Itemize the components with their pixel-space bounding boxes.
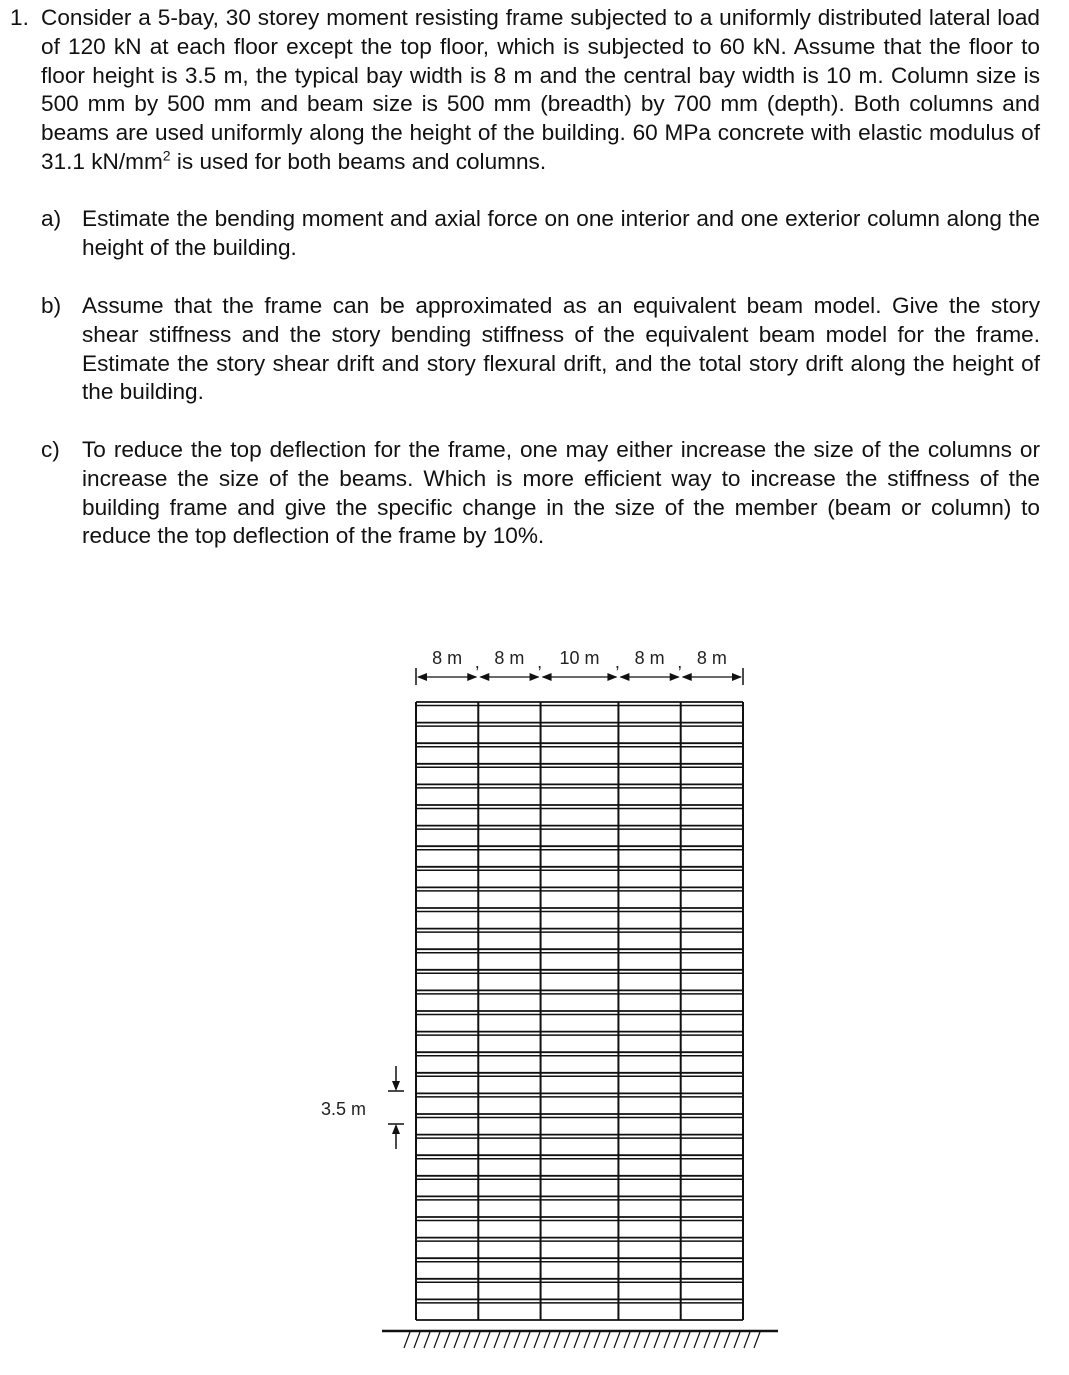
- ground-hatch: [664, 1332, 670, 1348]
- ground-hatch: [724, 1332, 730, 1348]
- ground-hatch: [674, 1332, 680, 1348]
- ground-hatch: [594, 1332, 600, 1348]
- ground-hatch: [684, 1332, 690, 1348]
- superscript: 2: [162, 147, 171, 164]
- part-b: [41, 292, 1040, 407]
- dimension-arrow: [732, 673, 742, 681]
- bay-width-label: 8 m: [634, 648, 665, 668]
- ground-hatch: [424, 1332, 430, 1348]
- question-1: [10, 4, 1040, 177]
- part-c-label: c): [41, 437, 60, 462]
- dimension-arrow: [607, 673, 617, 681]
- ground-hatch: [654, 1332, 660, 1348]
- ground-hatch: [414, 1332, 420, 1348]
- question-text-main: Consider a 5-bay, 30 storey moment resisting frame subjected to a uniformly distributed lateral load of 120 kN at each floor except the top floor, which is subjected to 60 kN. Assume that the floor to floor height is 3.5 m, the typical bay width is 8 m and the central bay width is 10 m. Column size is 500 mm by 500 mm and beam size is 500 mm (breadth) by 700 mm (depth). Both columns and beams are used uniformly along the height of the building. 60 MPa concrete with elastic modulus of 31.1 kN/mm: [41, 5, 1040, 174]
- ground-hatch: [524, 1332, 530, 1348]
- part-c: [41, 436, 1040, 551]
- ground-hatch: [494, 1332, 500, 1348]
- question-text-end: is used for both beams and columns.: [170, 148, 547, 174]
- ground-hatch: [694, 1332, 700, 1348]
- question-number: 1.: [10, 5, 29, 30]
- ground-hatch: [714, 1332, 720, 1348]
- ground-hatch: [644, 1332, 650, 1348]
- dimension-arrow: [467, 673, 477, 681]
- part-b-label: b): [41, 293, 62, 318]
- storey-dim-arrow: [392, 1081, 400, 1091]
- dimension-arrow: [682, 673, 692, 681]
- separator-comma: ,: [537, 652, 543, 672]
- ground-hatch: [564, 1332, 570, 1348]
- storey-height-label: 3.5 m: [321, 1099, 367, 1119]
- ground-hatch: [434, 1332, 440, 1348]
- bay-dimensions: [416, 648, 743, 685]
- dimension-arrow: [619, 673, 629, 681]
- ground-hatch: [444, 1332, 450, 1348]
- question-text: [41, 4, 1040, 177]
- part-a-label: a): [41, 206, 62, 231]
- bay-width-label: 8 m: [696, 648, 727, 668]
- separator-comma: ,: [614, 652, 620, 672]
- ground-hatch: [604, 1332, 610, 1348]
- storey-height-dimension: [321, 1066, 404, 1149]
- dimension-arrow: [530, 673, 540, 681]
- ground-hatch: [534, 1332, 540, 1348]
- ground-hatch: [574, 1332, 580, 1348]
- ground-hatch: [614, 1332, 620, 1348]
- ground-hatch: [634, 1332, 640, 1348]
- part-b-text: Assume that the frame can be approximated as an equivalent beam model. Give the story shear stiffness and the story bending stiffness of the equivalent beam model for the frame. Estimate the story shear drift and story flexural drift, and the total story drift along the height of the building.: [82, 293, 1040, 405]
- ground-hatch: [624, 1332, 630, 1348]
- ground-hatch: [734, 1332, 740, 1348]
- ground-hatch: [584, 1332, 590, 1348]
- ground-hatch: [404, 1332, 410, 1348]
- separator-comma: ,: [677, 652, 683, 672]
- dimension-arrow: [542, 673, 552, 681]
- dimension-arrow: [417, 673, 427, 681]
- separator-comma: ,: [474, 652, 480, 672]
- ground-support: [382, 1331, 778, 1348]
- ground-hatch: [514, 1332, 520, 1348]
- part-a: [41, 205, 1040, 263]
- part-c-text: To reduce the top deflection for the frame, one may either increase the size of the columns or increase the size of the beams. Which is more efficient way to increase the stiffness of the building frame and give the specific change in the size of the member (beam or column) to reduce the top deflection of the frame by 10%.: [82, 437, 1040, 549]
- dimension-arrow: [670, 673, 680, 681]
- ground-hatch: [464, 1332, 470, 1348]
- part-a-text: Estimate the bending moment and axial force on one interior and one exterior column along the height of the building.: [82, 206, 1040, 260]
- ground-hatch: [744, 1332, 750, 1348]
- ground-hatch: [544, 1332, 550, 1348]
- storey-dim-arrow: [392, 1124, 400, 1134]
- bay-width-label: 8 m: [432, 648, 463, 668]
- ground-hatch: [554, 1332, 560, 1348]
- bay-width-label: 8 m: [494, 648, 525, 668]
- ground-hatch: [454, 1332, 460, 1348]
- frame-elevation-diagram: [300, 640, 800, 1360]
- ground-hatch: [754, 1332, 760, 1348]
- ground-hatch: [504, 1332, 510, 1348]
- ground-hatch: [474, 1332, 480, 1348]
- frame-grid: [416, 702, 743, 1320]
- bay-width-label: 10 m: [559, 648, 600, 668]
- dimension-arrow: [479, 673, 489, 681]
- ground-hatch: [704, 1332, 710, 1348]
- ground-hatch: [484, 1332, 490, 1348]
